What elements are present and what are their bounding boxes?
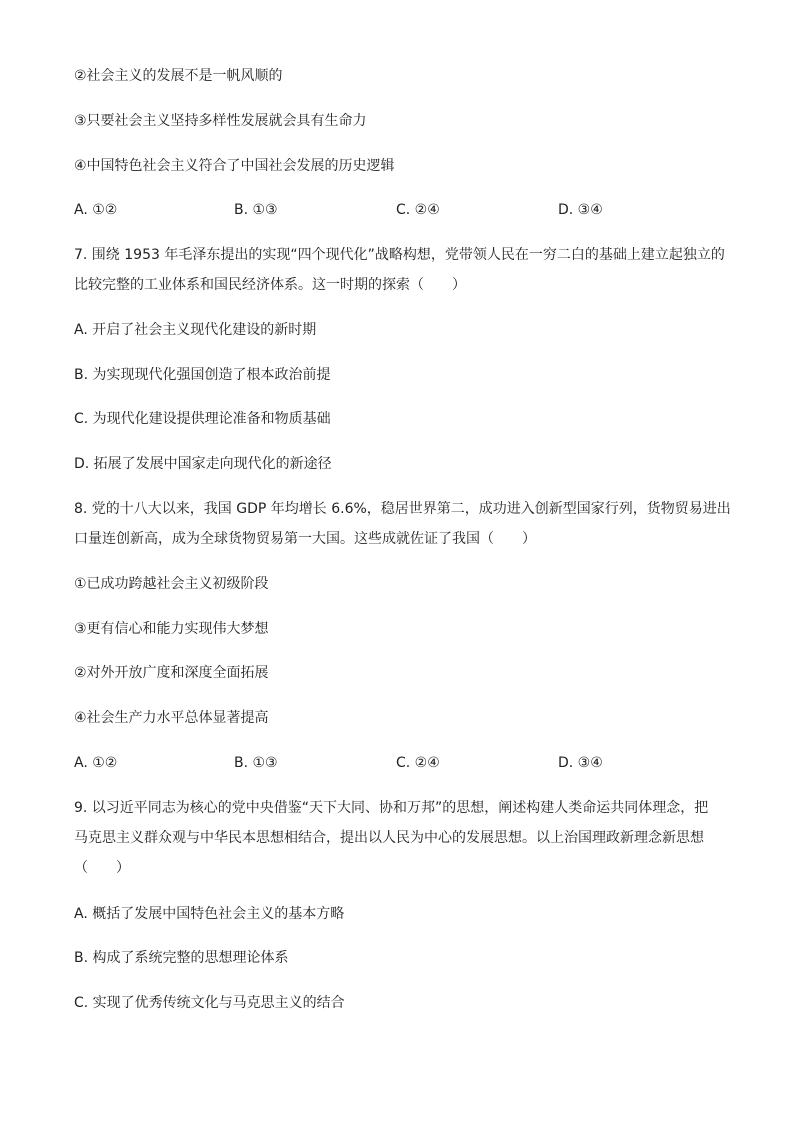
q6-option-c[interactable]: C. ②④ bbox=[396, 202, 440, 218]
q9-option-a[interactable]: A. 概括了发展中国特色社会主义的基本方略 bbox=[74, 906, 345, 922]
q6-option-d[interactable]: D. ③④ bbox=[558, 202, 603, 218]
q6-statement-4: ④中国特色社会主义符合了中国社会发展的历史逻辑 bbox=[74, 158, 395, 174]
q8-options bbox=[74, 754, 724, 772]
q6-statement-2: ②社会主义的发展不是一帆风顺的 bbox=[74, 68, 283, 84]
q7-stem-line-1: 7. 围绕 1953 年毛泽东提出的实现“四个现代化”战略构想，党带领人民在一穷二白的基础上建立起独立的 bbox=[74, 247, 725, 263]
q8-option-a[interactable]: A. ①② bbox=[74, 755, 118, 771]
q8-option-d[interactable]: D. ③④ bbox=[558, 755, 603, 771]
q9-option-b[interactable]: B. 构成了系统完整的思想理论体系 bbox=[74, 950, 289, 966]
q8-option-c[interactable]: C. ②④ bbox=[396, 755, 440, 771]
q7-option-a[interactable]: A. 开启了社会主义现代化建设的新时期 bbox=[74, 322, 317, 338]
q8-stem-line-1: 8. 党的十八大以来，我国 GDP 年均增长 6.6%，稳居世界第二，成功进入创新型国家行列，货物贸易进出 bbox=[74, 501, 731, 517]
q7-stem-line-2: 比较完整的工业体系和国民经济体系。这一时期的探索（ ） bbox=[74, 277, 466, 293]
q6-option-a[interactable]: A. ①② bbox=[74, 202, 118, 218]
q9-stem-line-2: 马克思主义群众观与中华民本思想相结合，提出以人民为中心的发展思想。以上治国理政新理念新思想 bbox=[74, 830, 704, 846]
q9-stem-line-3: （ ） bbox=[74, 860, 130, 876]
q9-stem-line-1: 9. 以习近平同志为核心的党中央借鉴“天下大同、协和万邦”的思想，阐述构建人类命运共同体理念，把 bbox=[74, 800, 709, 816]
q7-option-d[interactable]: D. 拓展了发展中国家走向现代化的新途径 bbox=[74, 456, 332, 472]
q8-statement-2: ②对外开放广度和深度全面拓展 bbox=[74, 665, 269, 681]
q8-statement-3: ③更有信心和能力实现伟大梦想 bbox=[74, 621, 269, 637]
q9-option-c[interactable]: C. 实现了优秀传统文化与马克思主义的结合 bbox=[74, 995, 345, 1011]
q6-option-b[interactable]: B. ①③ bbox=[234, 202, 278, 218]
q8-statement-1: ①已成功跨越社会主义初级阶段 bbox=[74, 576, 269, 592]
q6-statement-3: ③只要社会主义坚持多样性发展就会具有生命力 bbox=[74, 113, 367, 129]
q8-stem-line-2: 口量连创新高，成为全球货物贸易第一大国。这些成就佐证了我国（ ） bbox=[74, 531, 536, 547]
q8-statement-4: ④社会生产力水平总体显著提高 bbox=[74, 710, 269, 726]
q6-options bbox=[74, 201, 724, 219]
q7-option-c[interactable]: C. 为现代化建设提供理论准备和物质基础 bbox=[74, 411, 331, 427]
q7-option-b[interactable]: B. 为实现现代化强国创造了根本政治前提 bbox=[74, 367, 331, 383]
q8-option-b[interactable]: B. ①③ bbox=[234, 755, 278, 771]
